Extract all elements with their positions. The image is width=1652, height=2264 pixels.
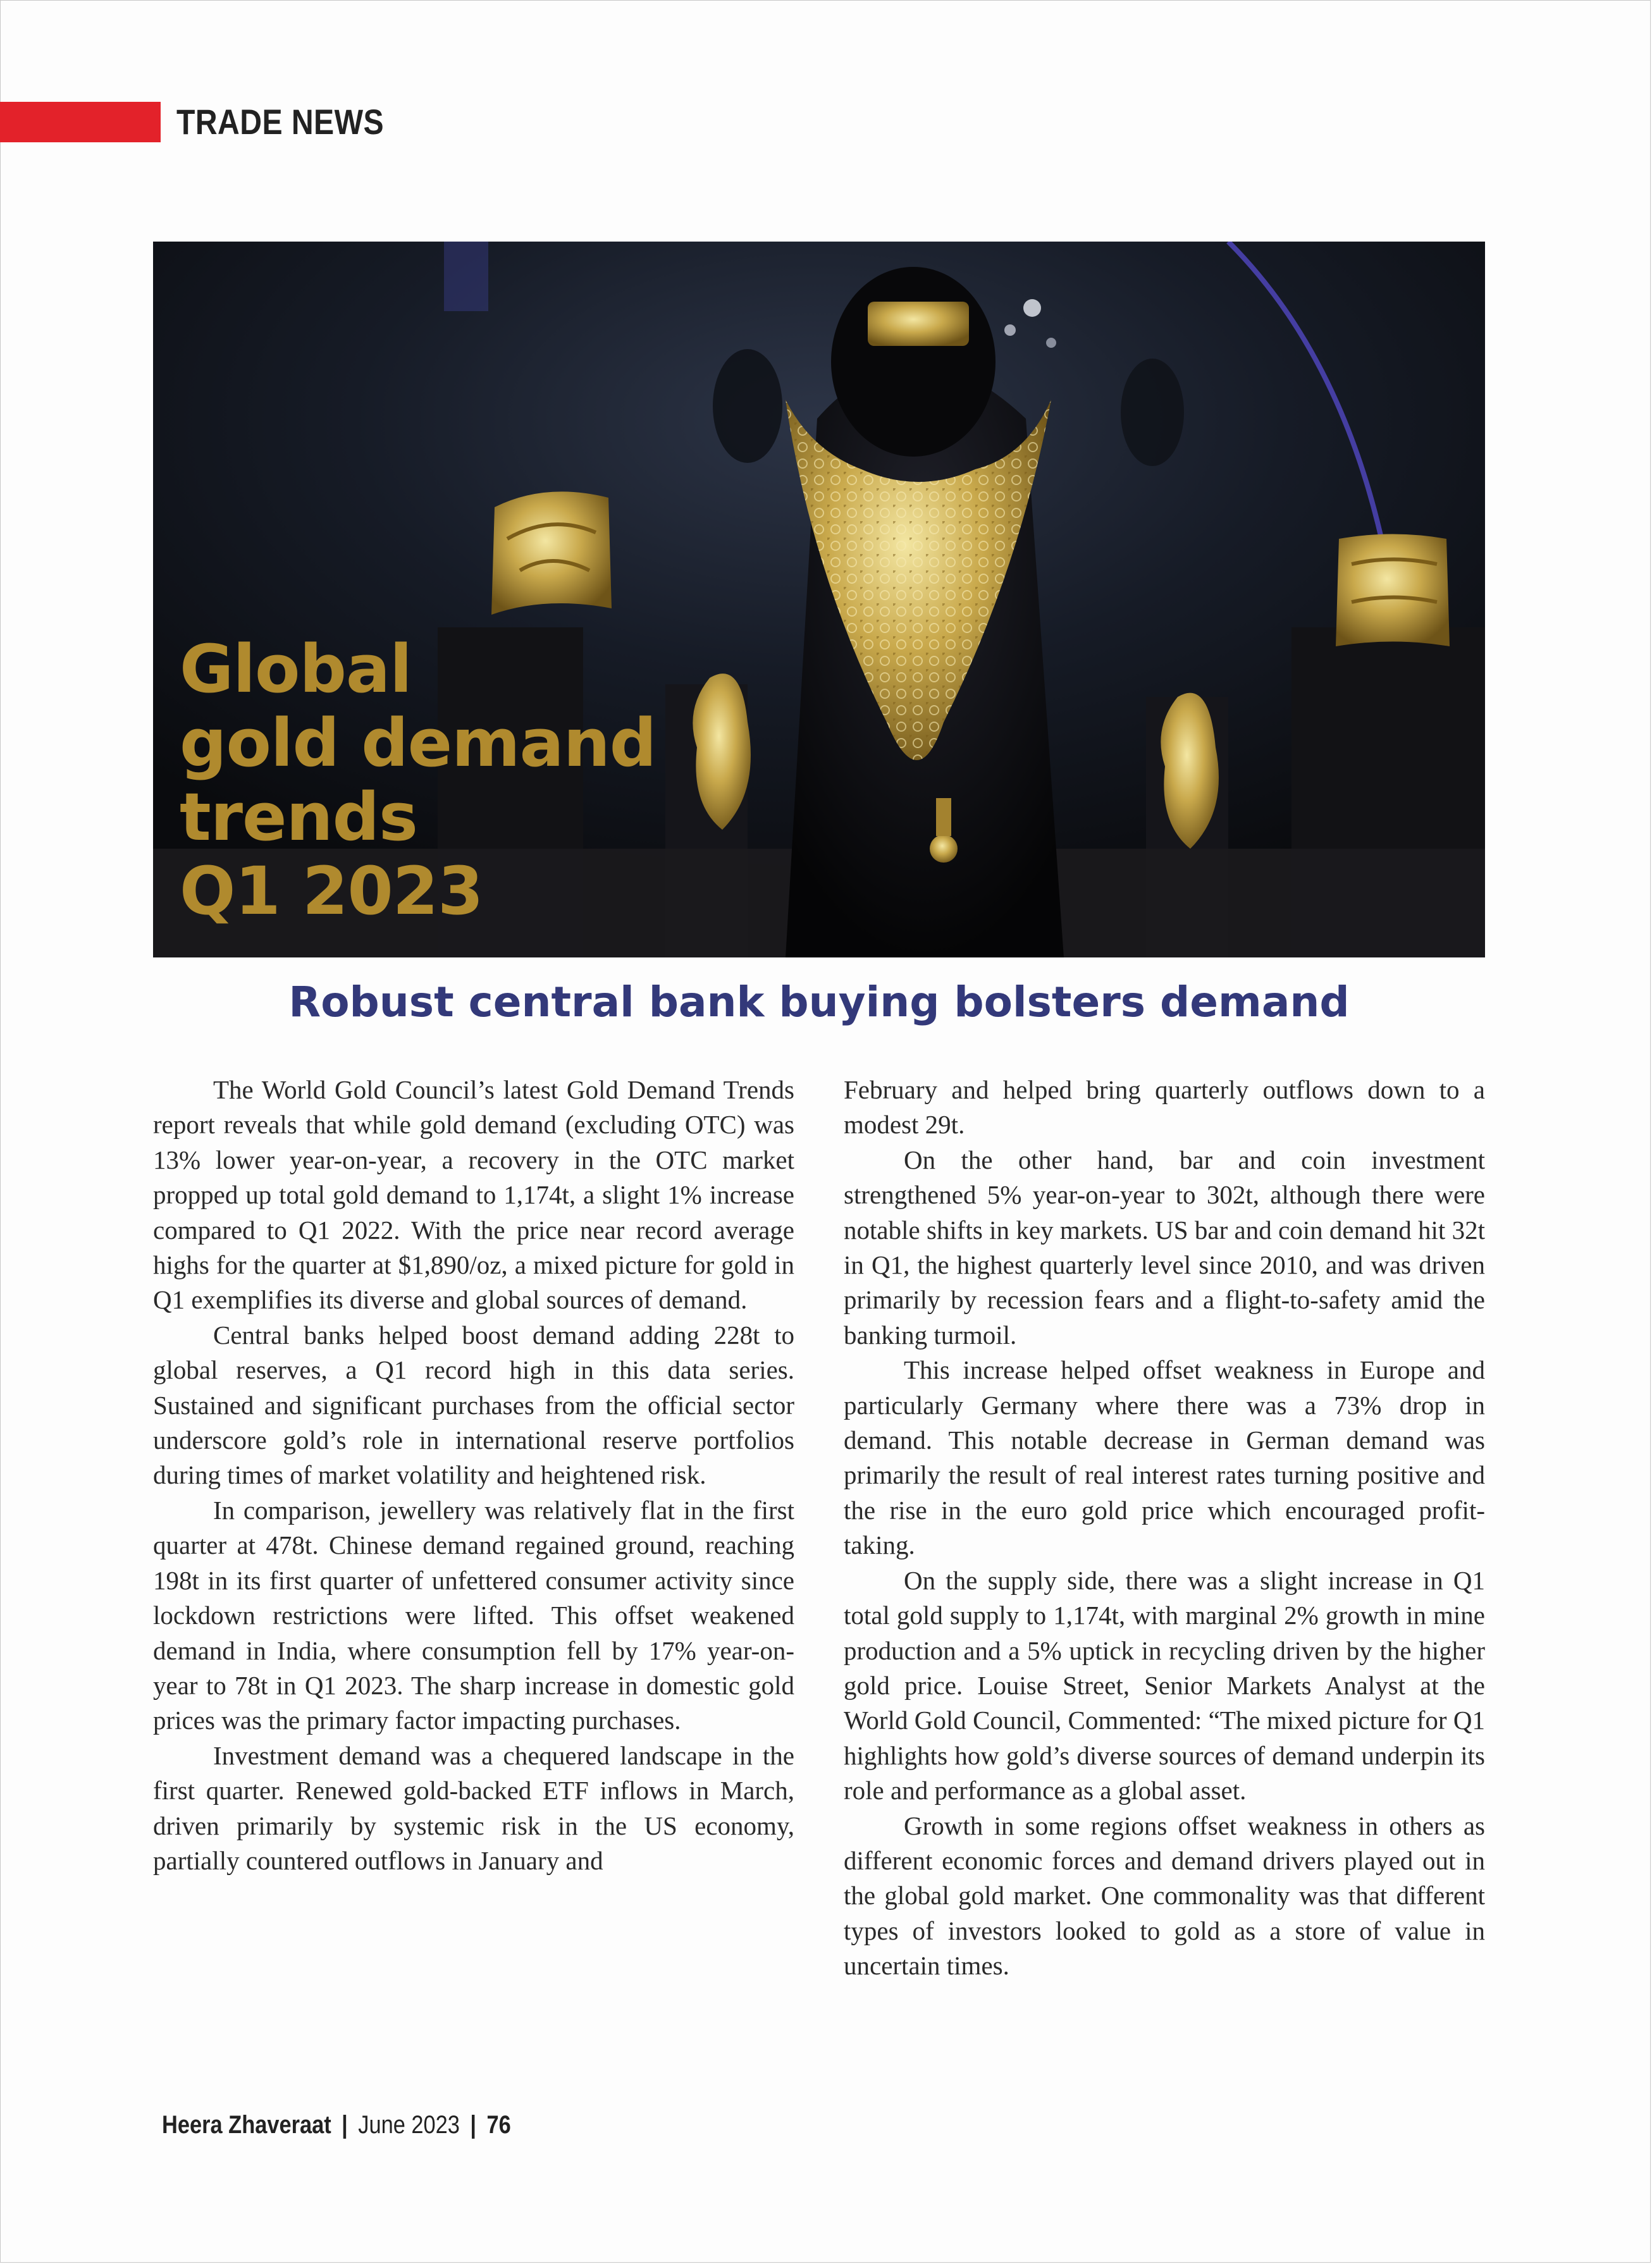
paragraph: Investment demand was a chequered landscape in the first quarter. Renewed gold-backed ETF inflows in March, driven primarily by systemic risk in the US economy, partially countered outflows in January and (153, 1740, 794, 1875)
article-right-column (844, 1073, 1485, 1984)
headline-line-3: trends (180, 778, 417, 856)
headline-line-1: Global (180, 631, 412, 708)
paragraph: On the supply side, there was a slight increase in Q1 total gold supply to 1,174t, with marginal 2% growth in mine production and a 5% uptick in recycling driven by the higher gold price. Louise Street, Senior Markets Analyst at the World Gold Council, Commented: “The mixed picture for Q1 highlights how gold’s diverse sources of demand underpin its role and performance as a global asset. (844, 1565, 1485, 1806)
paragraph: Central banks helped boost demand adding 228t to global reserves, a Q1 record high in this data series. Sustained and significant purchases from the official sector underscore gold’s role in international reserve portfolios during times of market volatility and heightened risk. (153, 1320, 794, 1490)
footer-separator: | (342, 2111, 348, 2139)
publication-name: Heera Zhaveraat (162, 2111, 331, 2139)
subheadline: Robust central bank buying bolsters demand (288, 978, 1350, 1026)
section-accent-bar (0, 102, 161, 142)
paragraph-continuation: February and helped bring quarterly outflows down to a modest 29t. (844, 1075, 1485, 1140)
footer-separator: | (470, 2111, 477, 2139)
paragraph: Growth in some regions offset weakness in others as different economic forces and demand drivers played out in the global gold market. One commonality was that different types of investors looked to gold as a store of value in uncertain times. (844, 1811, 1485, 1981)
section-label: TRADE NEWS (176, 102, 385, 142)
issue-date: June 2023 (358, 2111, 460, 2139)
hero-image (153, 242, 1485, 957)
headline-line-4: Q1 2023 (180, 852, 483, 930)
headline-line-2: gold demand (180, 704, 656, 782)
paragraph: This increase helped offset weakness in Europe and particularly Germany where there was a 73% drop in demand. This notable decrease in German demand was primarily the result of real interest rates turning positive and the rise in the euro gold price which encouraged profit-taking. (844, 1355, 1485, 1560)
paragraph: The World Gold Council’s latest Gold Demand Trends report reveals that while gold demand (excluding OTC) was 13% lower year-on-year, a recovery in the OTC market propped up total gold demand to 1,174t, a slight 1% increase compared to Q1 2022. With the price near record average highs for the quarter at $1,890/oz, a mixed picture for gold in Q1 exemplifies its diverse and global sources of demand. (153, 1075, 794, 1315)
paragraph: On the other hand, bar and coin investment strengthened 5% year-on-year to 302t, although there were notable shifts in key markets. US bar and coin demand hit 32t in Q1, the highest quarterly level since 2010, and was driven primarily by recession fears and a flight-to-safety amid the banking turmoil. (844, 1145, 1485, 1350)
article-left-column (153, 1073, 794, 1878)
headline (180, 632, 656, 928)
page-footer (162, 2106, 511, 2144)
paragraph: In comparison, jewellery was relatively flat in the first quarter at 478t. Chinese demand regained ground, reaching 198t in its first quarter of unfettered consumer activity since lockdown restrictions were lifted. This offset weakened demand in India, where consumption fell by 17% year-on-year to 78t in Q1 2023. The sharp increase in domestic gold prices was the primary factor impacting purchases. (153, 1495, 794, 1735)
page-number: 76 (486, 2111, 511, 2139)
